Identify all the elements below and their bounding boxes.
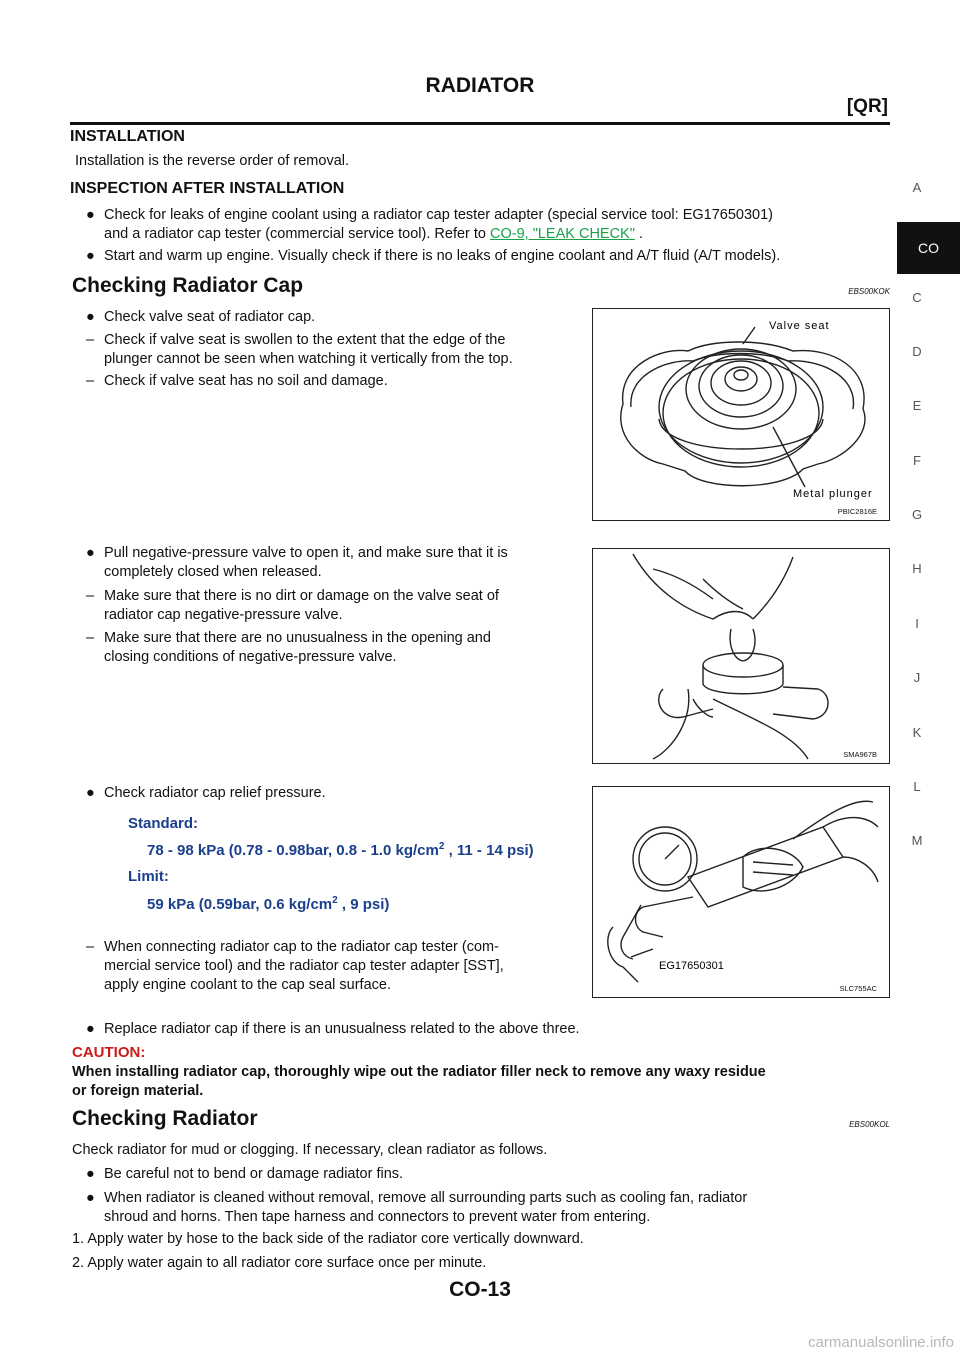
bullet-icon: ● (86, 207, 95, 223)
limit-value: 59 kPa (0.59bar, 0.6 $kg/cm^2$ , 9 psi) (147, 895, 390, 913)
section-code: EBS00KOK (848, 287, 890, 296)
standard-label: Standard: (128, 815, 199, 832)
side-tab-k[interactable]: K (912, 725, 922, 740)
cap-tester-illustration (593, 787, 889, 997)
cap-bullet-2: ● Pull negative-pressure valve to open it, and make sure that it is completely closed when released. (86, 545, 508, 580)
checking-radiator-cap-heading: Checking Radiator Cap (72, 274, 304, 297)
figure-code: PBIC2816E (837, 507, 877, 516)
caution-label: CAUTION: (72, 1044, 146, 1061)
radiator-bullet-1: ● Be careful not to bend or damage radiator fins. (86, 1166, 404, 1182)
inspection-heading: INSPECTION AFTER INSTALLATION (70, 180, 345, 197)
side-tab-g[interactable]: G (911, 507, 923, 522)
cap-sub-5: – When connecting radiator cap to the radiator cap tester (com- mercial service tool) and the radiator cap tester adapter [SST], apply engine coolant to the cap seal surface. (86, 939, 504, 993)
bullet-icon: ● (86, 248, 95, 264)
side-tab-j[interactable]: J (913, 670, 921, 685)
radiator-intro: Check radiator for mud or clogging. If necessary, clean radiator as follows. (72, 1142, 548, 1158)
cap-sub-3: – Make sure that there is no dirt or damage on the valve seat of radiator cap negative-pressure valve. (86, 588, 499, 623)
inspection-bullet-1: ● Check for leaks of engine coolant using a radiator cap tester adapter (special service tool: EG17650301) and a radiator cap tester (commercial service tool). Refer to CO-9, "LEAK CHECK" . (86, 207, 773, 242)
radiator-cap-figure (592, 308, 890, 521)
radiator-cap-illustration (593, 309, 889, 520)
cap-bullet-1: ● Check valve seat of radiator cap. (86, 309, 316, 325)
hands-pulling-valve-illustration (593, 549, 889, 763)
radiator-bullet-2: ● When radiator is cleaned without removal, remove all surrounding parts such as cooling fan, radiator shroud and horns. Then tape harness and connectors to prevent water from entering. (86, 1190, 748, 1225)
bullet-icon: ● (86, 785, 95, 801)
negative-pressure-valve-figure (592, 548, 890, 764)
engine-code: [QR] (846, 96, 888, 117)
caution-text: When installing radiator cap, thoroughly wipe out the radiator filler neck to remove any waxy residue or foreign material. (72, 1064, 766, 1099)
standard-value: 78 - 98 kPa (0.78 - 0.98bar, 0.8 - 1.0 $kg/cm^2$ , 11 - 14 psi) (147, 841, 534, 859)
cap-sub-1: – Check if valve seat is swollen to the extent that the edge of the plunger cannot be seen when watching it vertically from the top. (86, 332, 513, 367)
side-tab-a[interactable]: A (912, 180, 922, 195)
page-title: RADIATOR (425, 74, 535, 97)
side-tab-i[interactable]: I (915, 616, 919, 631)
watermark: carmanualsonline.info (808, 1334, 954, 1351)
bullet-icon: ● (86, 309, 95, 325)
metal-plunger-label: Metal plunger (793, 488, 873, 500)
cap-bullet-4: ● Replace radiator cap if there is an unusualness related to the above three. (86, 1021, 580, 1037)
page-number: CO-13 (449, 1278, 511, 1301)
cap-tester-figure (592, 786, 890, 998)
figure-code: SMA967B (843, 750, 877, 759)
side-tab-co-active[interactable]: CO (897, 222, 960, 274)
bullet-icon: ● (86, 1021, 95, 1037)
section-code: EBS00KOL (849, 1120, 890, 1129)
valve-seat-label: Valve seat (769, 320, 830, 332)
side-tab-l[interactable]: L (913, 779, 921, 794)
side-tab-f[interactable]: F (913, 453, 921, 468)
limit-label: Limit: (128, 868, 169, 885)
cap-sub-4: – Make sure that there are no unusualness in the opening and closing conditions of negative-pressure valve. (86, 630, 491, 665)
figure-code: SLC755AC (839, 984, 877, 993)
checking-radiator-heading: Checking Radiator (72, 1107, 258, 1130)
side-tab-e[interactable]: E (912, 398, 922, 413)
radiator-step-1: 1. Apply water by hose to the back side of the radiator core vertically downward. (72, 1231, 584, 1247)
inspection-bullet-2: ● Start and warm up engine. Visually check if there is no leaks of engine coolant and A/T fluid (A/T models). (86, 248, 781, 264)
header-rule (70, 122, 890, 125)
installation-heading: INSTALLATION (70, 128, 185, 145)
cap-bullet-3: ● Check radiator cap relief pressure. (86, 785, 326, 801)
side-tab-h[interactable]: H (912, 561, 922, 576)
bullet-icon: ● (86, 1190, 95, 1206)
tool-number-label: EG17650301 (659, 960, 724, 972)
installation-text: Installation is the reverse order of removal. (75, 153, 350, 169)
bullet-icon: ● (86, 545, 95, 561)
cap-sub-2: – Check if valve seat has no soil and damage. (86, 373, 388, 389)
bullet-icon: ● (86, 1166, 95, 1182)
side-tab-m[interactable]: M (911, 833, 923, 848)
leak-check-link[interactable]: CO-9, "LEAK CHECK" (490, 226, 635, 242)
side-tab-c[interactable]: C (912, 290, 922, 305)
radiator-step-2: 2. Apply water again to all radiator core surface once per minute. (72, 1255, 487, 1271)
side-tab-d[interactable]: D (912, 344, 922, 359)
